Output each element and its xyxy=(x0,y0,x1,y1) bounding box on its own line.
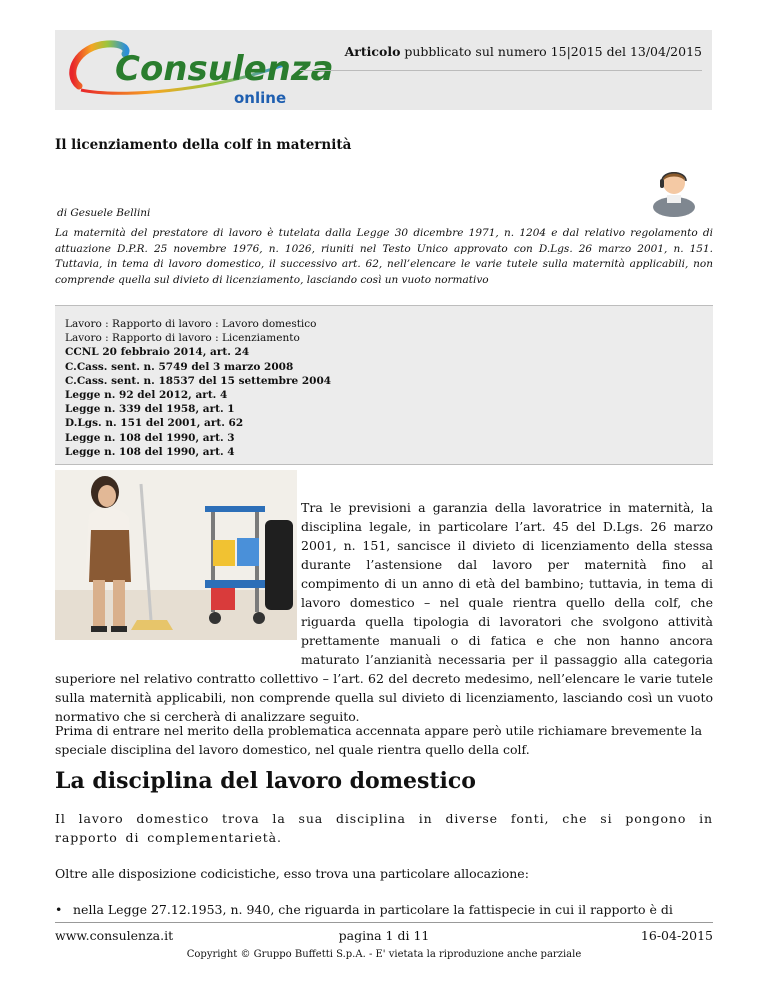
reference-law-link[interactable]: CCNL 20 febbraio 2014, art. 24 xyxy=(65,346,250,359)
paragraph-text: Tra le previsioni a garanzia della lavoratrice in maternità, la disciplina legale, in particolare l’art. 45 del D.Lgs. 26 marzo 2001, n. 151, sancisce il divieto di licenziamento della stessa durante l’astensione dal lavoro per maternità fino al compimento di un anno di età del bambino; tuttavia, in tema di lavoro domestico – nel quale rientra quello della colf, che riguarda quella tipologia di lavoratori che svolgono attività prettamente manuali o di fatica e che non hanno ancora maturato l’anzianità necessaria per il passaggio alla categoria superiore nel relativo contratto collettivo – l’art. 62 del decreto medesimo, nell’elencare le varie tutele sulla maternità applicabili, non comprende quella sul divieto di licenziamento, lasciando così un vuoto normativo che si cercherà di analizzare seguito. xyxy=(55,500,713,724)
publication-info xyxy=(345,44,702,59)
page-header xyxy=(55,30,712,110)
publication-details: pubblicato sul numero 15|2015 del 13/04/2015 xyxy=(400,44,702,59)
list-item xyxy=(55,900,713,919)
article-author: di Gesuele Bellini xyxy=(57,207,151,219)
list-item-text: nella Legge 27.12.1953, n. 940, che riguarda in particolare la fattispecie in cui il rapporto è di xyxy=(73,902,673,917)
consulenza-logo xyxy=(59,34,334,108)
reference-law-link[interactable]: Legge n. 108 del 1990, art. 4 xyxy=(65,445,235,458)
body-paragraph-2: Prima di entrare nel merito della problematica accennata appare però utile richiamare brevemente la speciale disciplina del lavoro domestico, nel quale rientra quello della colf. xyxy=(55,723,703,757)
author-avatar-icon xyxy=(651,163,697,213)
references-box xyxy=(55,305,713,465)
reference-law-link[interactable]: Legge n. 92 del 2012, art. 4 xyxy=(65,389,228,402)
logo-text: Consulenza xyxy=(115,49,334,89)
footer-page-number: pagina 1 di 11 xyxy=(338,928,430,943)
footer-divider xyxy=(55,922,713,923)
footer-copyright: Copyright © Gruppo Buffetti S.p.A. - E' vietata la riproduzione anche parziale xyxy=(186,949,582,960)
reference-law-link[interactable]: Legge n. 339 del 1958, art. 1 xyxy=(65,403,235,416)
logo-subtext: online xyxy=(234,89,287,107)
section-heading: La disciplina del lavoro domestico xyxy=(55,768,476,794)
article-title: Il licenziamento della colf in maternità xyxy=(55,137,352,153)
footer-date: 16-04-2015 xyxy=(640,928,713,943)
article-abstract: La maternità del prestatore di lavoro è tutelata dalla Legge 30 dicembre 1971, n. 1204 e dal relativo regolamento di attuazione D.P.R. 25 novembre 1976, n. 1026, riuniti nel Testo Unico approvato con D.Lgs. 26 marzo 2001, n. 151. Tuttavia, in tema di lavoro domestico, il successivo art. 62, nell’elencare le varie tutele sulla maternità applicabili, non comprende quella sul divieto di licenziamento, lasciando così un vuoto normativo xyxy=(55,227,713,286)
image-spacer xyxy=(55,498,301,660)
footer-site-link[interactable]: www.consulenza.it xyxy=(55,928,174,943)
bullet-icon: • xyxy=(55,902,63,917)
body-paragraph-1 xyxy=(55,498,713,726)
publication-label: Articolo xyxy=(344,44,401,59)
reference-law-link[interactable]: D.Lgs. n. 151 del 2001, art. 62 xyxy=(65,417,244,430)
reference-category: Lavoro : Rapporto di lavoro : Lavoro domestico xyxy=(65,318,317,330)
reference-law-link[interactable]: Legge n. 108 del 1990, art. 3 xyxy=(65,431,235,444)
reference-category: Lavoro : Rapporto di lavoro : Licenziamento xyxy=(65,332,300,345)
header-divider xyxy=(300,70,702,71)
body-paragraph-4: Oltre alle disposizione codicistiche, esso trova una particolare allocazione: xyxy=(55,866,529,881)
reference-law-link[interactable]: C.Cass. sent. n. 18537 del 15 settembre 2004 xyxy=(65,374,332,387)
reference-law-link[interactable]: C.Cass. sent. n. 5749 del 3 marzo 2008 xyxy=(65,360,294,373)
body-paragraph-3: Il lavoro domestico trova la sua disciplina in diverse fonti, che si pongono in rapporto di complementarietà. xyxy=(55,811,713,845)
